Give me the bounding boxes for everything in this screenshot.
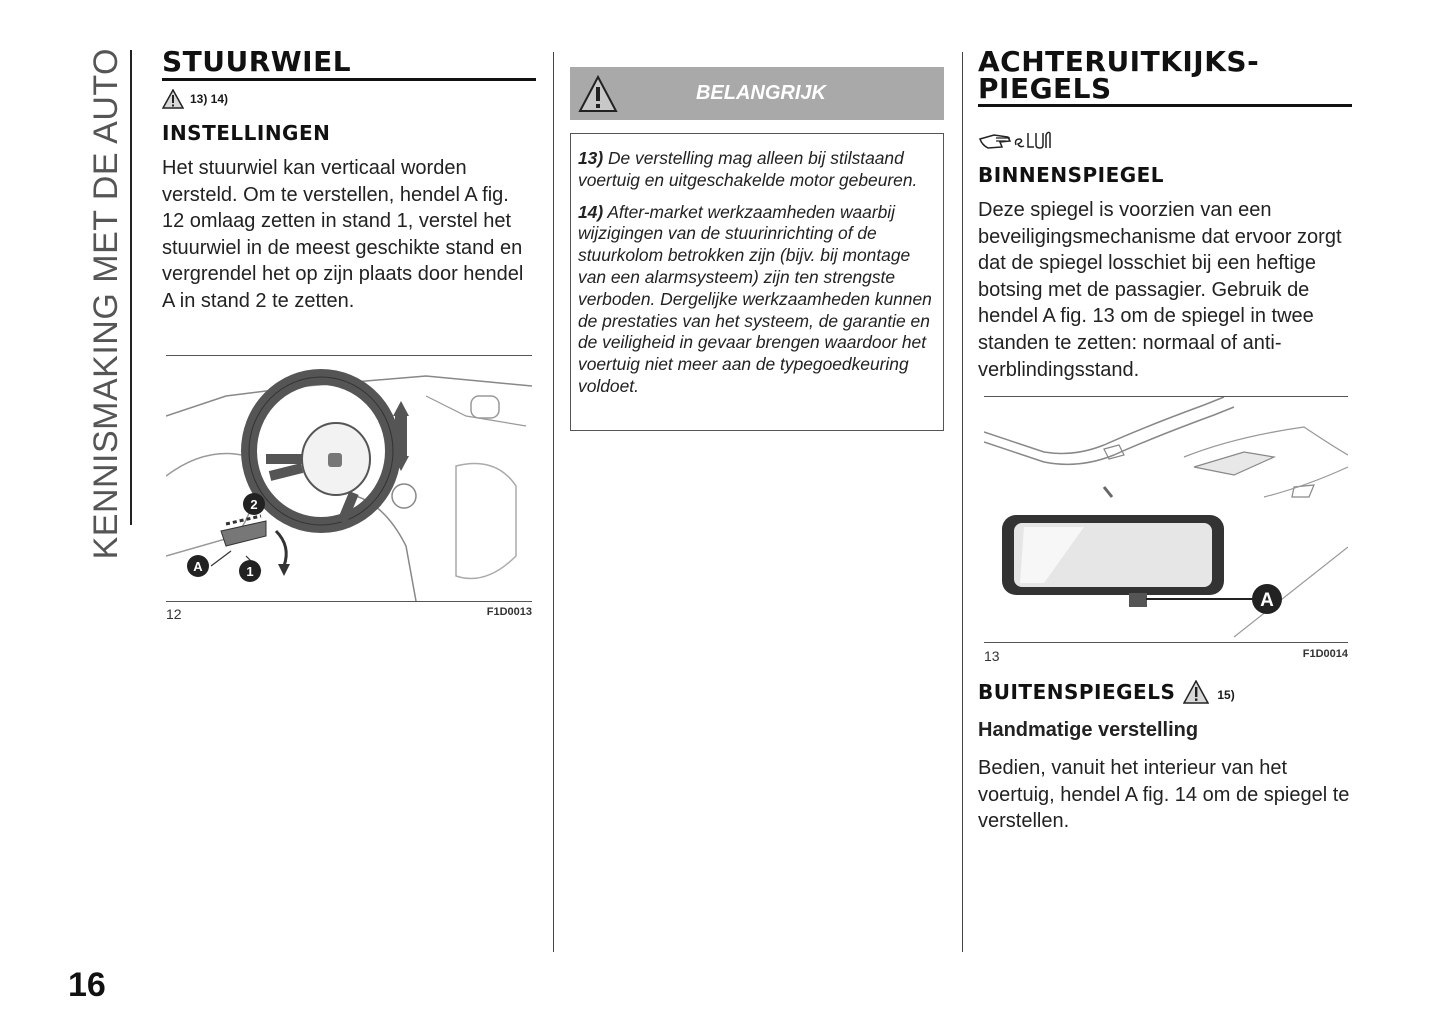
subsection-title-binnenspiegel: BINNENSPIEGEL: [978, 163, 1165, 187]
warning-body: [570, 133, 944, 431]
figure-12-number: 12: [166, 606, 182, 622]
steering-wheel-illustration: [166, 356, 532, 601]
warning-reference-text: 15): [1217, 688, 1235, 702]
figure-12-caption: [166, 606, 532, 622]
outer-mirror-paragraph: Bedien, vanuit het interieur van het voertuig, hendel A fig. 14 om de spiegel te verstellen.: [978, 757, 1350, 833]
warning-triangle-icon: [578, 75, 618, 113]
steering-wheel-paragraph: Het stuurwiel kan verticaal worden versteld. Om te verstellen, hendel A fig. 12 omlaag zetten in stand 1, verstel het stuurwiel in de meest geschikte stand en vergrendel het op zijn plaats door hendel A in stand 2 te zetten.: [162, 157, 524, 312]
outer-mirrors-heading: [978, 680, 1358, 704]
warning-triangle-icon: [162, 89, 184, 109]
column-divider-1: [553, 52, 554, 952]
figure-13-caption: [984, 648, 1348, 664]
warning-title: BELANGRIJK: [695, 82, 826, 104]
figure-12-steering-wheel: [166, 355, 532, 602]
hand-pointing-manual-icon: [978, 125, 1058, 153]
side-rule: [130, 50, 132, 525]
figure-13-code: F1D0014: [1302, 648, 1348, 660]
mirrors-section: [978, 45, 1352, 383]
section-title-stuurwiel: STUURWIEL: [162, 48, 536, 81]
figure-12-label-2: 2: [250, 497, 258, 512]
symbol-icons: [978, 125, 1352, 153]
warning-item-text: After-market werkzaamheden waarbij wijzigingen van de stuurinrichting of de stuurkolom betrokken zijn (bijv. bij montage van een alarmsysteem) zijn ten strengste verboden. Dergelijke werkzaamheden kunnen de prestaties van het systeem, de garantie en de veiligheid in gevaar brengen waardoor het voertuig niet meer aan de typegoedkeuring voldoet.: [578, 201, 932, 396]
warning-triangle-icon: [1183, 680, 1209, 704]
page-number: 16: [68, 966, 106, 1004]
manual-adjustment-heading: Handmatige verstelling: [978, 719, 1199, 741]
figure-13-rearview-mirror: [984, 396, 1348, 643]
section-title-line-1: ACHTERUITKIJKS-: [978, 45, 1260, 78]
warning-item: [578, 202, 935, 398]
warning-reference: [162, 89, 536, 109]
warning-item-number: 13): [578, 148, 604, 168]
figure-12-label-1: 1: [246, 564, 254, 579]
rearview-mirror-illustration: [984, 397, 1348, 642]
side-chapter-title: [86, 48, 126, 560]
warning-reference-text: 13) 14): [190, 92, 229, 106]
figure-12-label-a: A: [193, 559, 203, 574]
figure-12-code: F1D0013: [486, 606, 532, 618]
figure-13-label-a: A: [1260, 590, 1274, 611]
warning-item-text: De verstelling mag alleen bij stilstaand voertuig en uitgeschakelde motor gebeuren.: [578, 148, 918, 190]
column-divider-2: [962, 52, 963, 952]
warning-header: [570, 67, 944, 120]
steering-wheel-section: [162, 45, 536, 315]
section-title-achteruitkijkspiegels: [978, 45, 1352, 107]
figure-13-number: 13: [984, 648, 1000, 664]
inner-mirror-paragraph: Deze spiegel is voorzien van een beveiligingsmechanisme dat ervoor zorgt dat de spiegel losschiet bij een heftige botsing met de passagier. Gebruik de hendel A fig. 13 om de spiegel in twee standen te zetten: normaal of anti-verblindingsstand.: [978, 199, 1342, 381]
warning-item-number: 14): [578, 201, 604, 222]
side-chapter-title-text: KENNISMAKING MET DE AUTO: [87, 48, 125, 560]
subsection-title-buitenspiegels: BUITENSPIEGELS: [978, 680, 1176, 704]
section-title-line-2: PIEGELS: [978, 72, 1112, 105]
subsection-title-instellingen: INSTELLINGEN: [162, 121, 331, 145]
warning-item: [578, 148, 935, 192]
